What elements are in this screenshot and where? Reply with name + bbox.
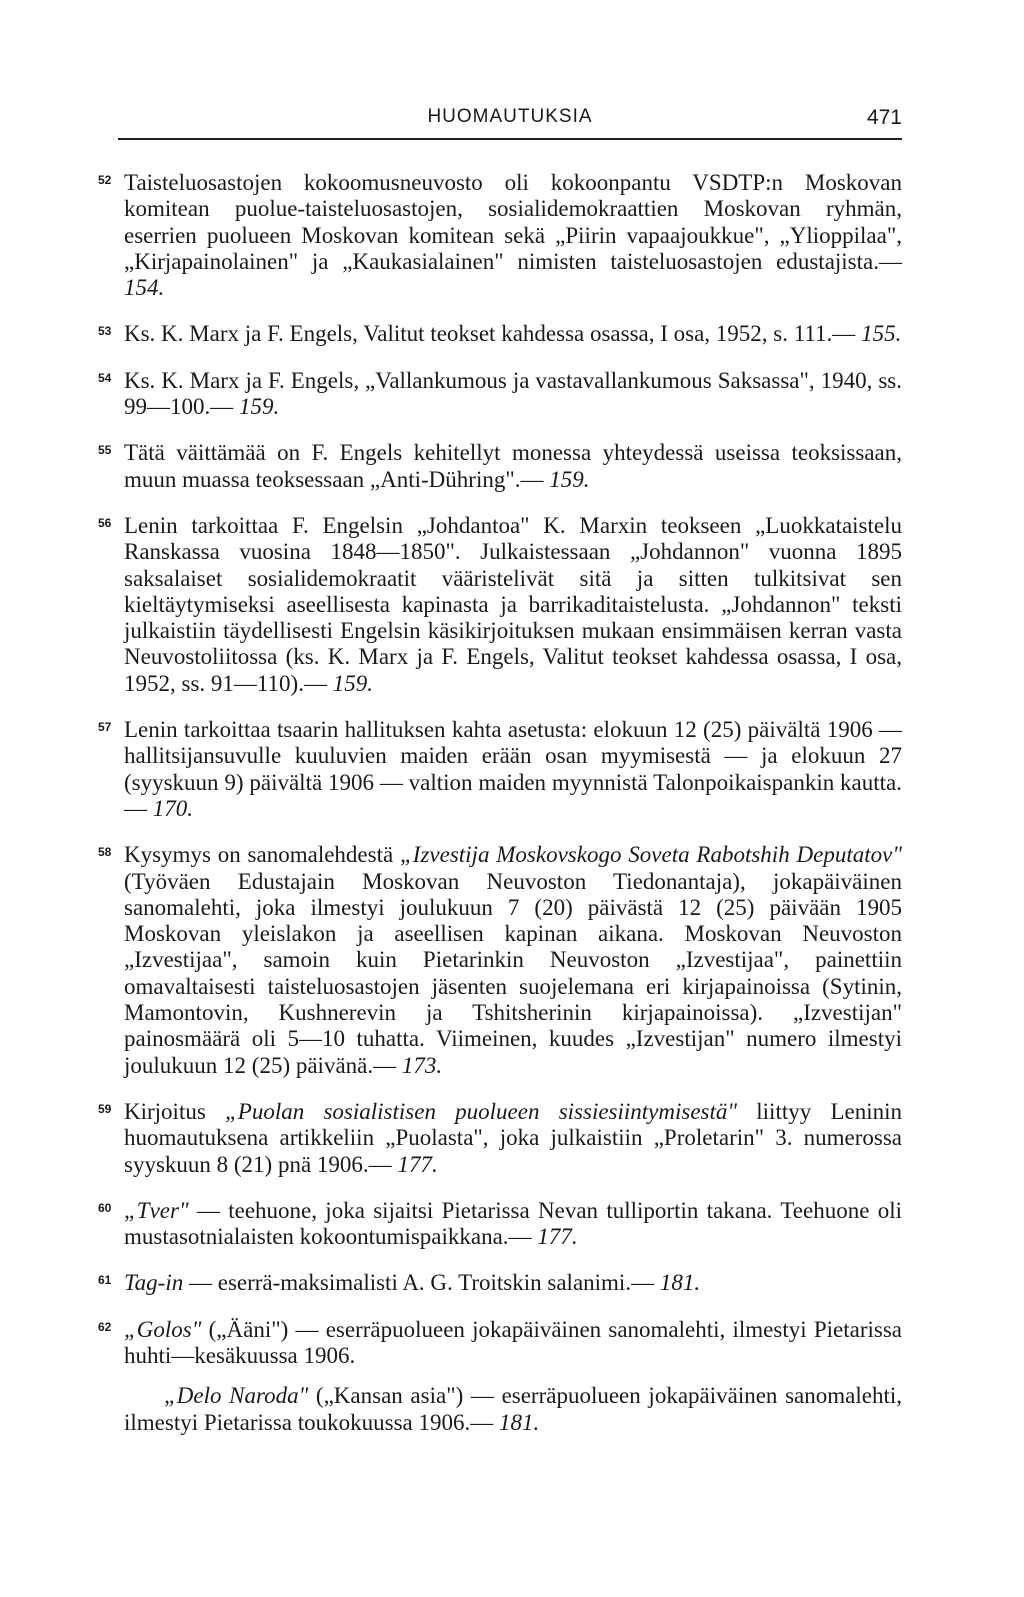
note-text: liittyy Leninin huomautuksena artikkeliin „Puolasta", joka julkaistiin „Proletarin" 3. numerossa syyskuun 8 (21) pnä 1906.— bbox=[124, 1098, 902, 1177]
footnote-number: 52 bbox=[98, 173, 112, 187]
note-text: Lenin tarkoittaa F. Engelsin „Johdantoa" K. Marxin teokseen „Luokkataistelu Ranskassa vuosina 1848—1850". Julkaistessaan „Johdannon" vuonna 1895 saksalaiset sosialidemokraatit vääristelivät sitä ja sitten tulkitsivat sen kieltäytymiseksi aseellisesta kapinasta ja barrikaditaistelusta. „Johdannon" teksti julkaistiin täydellisesti Engelsin käsikirjoituksen mukaan ensimmäisen kerran vasta Neuvostoliitossa (ks. K. Marx ja F. Engels, Valitut teokset kahdessa osassa, I osa, 1952, ss. 91—110).— bbox=[124, 512, 902, 696]
footnote-56 bbox=[98, 512, 902, 697]
footnote-54 bbox=[98, 367, 902, 421]
note-text: Ks. K. Marx ja F. Engels, Valitut teokset kahdessa osassa, I osa, 1952, s. 111.— bbox=[124, 321, 862, 347]
page-header bbox=[118, 98, 902, 140]
footnote-61 bbox=[98, 1270, 902, 1296]
italic-text: „Delo Naroda" bbox=[164, 1383, 309, 1409]
footnote-number: 62 bbox=[98, 1319, 112, 1334]
footnote-number: 59 bbox=[98, 1101, 112, 1116]
notes-list bbox=[98, 170, 902, 1436]
italic-text: 159. bbox=[549, 466, 590, 492]
note-text: Kirjoitus bbox=[124, 1098, 226, 1124]
italic-text: 159. bbox=[332, 670, 373, 696]
footnote-number: 53 bbox=[98, 324, 112, 339]
italic-text: 159. bbox=[239, 394, 280, 420]
italic-text: „Puolan sosialistisen puolueen sissiesiintymisestä" bbox=[225, 1098, 738, 1124]
footnote-62 bbox=[98, 1316, 902, 1370]
note-text: Kysymys on sanomalehdestä bbox=[124, 842, 400, 868]
footnote-58 bbox=[98, 842, 902, 1079]
footnote-57 bbox=[98, 717, 902, 822]
footnote-60 bbox=[98, 1197, 902, 1251]
note-text: Tätä väittämää on F. Engels kehitellyt monessa yhteydessä useissa teoksissaan, muun muassa teoksessaan „Anti-Dühring".— bbox=[124, 440, 902, 492]
italic-text: 177. bbox=[397, 1151, 438, 1177]
footnote-number: 60 bbox=[98, 1200, 112, 1215]
page-number: 471 bbox=[866, 106, 902, 129]
italic-text: 177. bbox=[537, 1224, 578, 1250]
note-text: Taisteluosastojen kokoomusneuvosto oli kokoonpantu VSDTP:n Moskovan komitean puolue-taisteluosastojen, sosialidemokraattien Moskovan ryhmän, eserrien puolueen Moskovan komitean sekä „Piirin vapaajoukkue", „Ylioppilaa", „Kirjapainolainen" ja „Kaukasialainen" nimisten taisteluosastojen edustajista.— bbox=[124, 170, 902, 274]
note-text: — teehuone, joka sijaitsi Pietarissa Nevan tulliportin takana. Teehuone oli mustasotnialaisten kokoontumispaikkana.— bbox=[124, 1197, 902, 1250]
footnote-52 bbox=[98, 170, 902, 301]
footnote-number: 57 bbox=[98, 720, 112, 735]
note-text: — eserrä-maksimalisti A. G. Troitskin salanimi.— bbox=[183, 1270, 660, 1296]
italic-text: „Tver" bbox=[124, 1197, 189, 1223]
footnote-number: 55 bbox=[98, 443, 112, 458]
footnote-number: 58 bbox=[98, 845, 112, 860]
italic-text: „Golos" bbox=[124, 1316, 202, 1342]
italic-text: 181. bbox=[499, 1409, 540, 1435]
italic-text: „Izvestija Moskovskogo Soveta Rabotshih Deputatov" bbox=[400, 842, 902, 868]
footnote-59 bbox=[98, 1098, 902, 1178]
footnote-cont-11 bbox=[118, 1383, 902, 1436]
note-text: Ks. K. Marx ja F. Engels, „Vallankumous ja vastavallankumous Saksassa", 1940, ss. 99—100.— bbox=[124, 367, 902, 420]
italic-text: 155. bbox=[861, 321, 902, 347]
footnote-53 bbox=[98, 321, 902, 347]
italic-text: 173. bbox=[401, 1052, 443, 1078]
note-text: („Kansan asia") — eserräpuolueen jokapäiväinen sanomalehti, ilmestyi Pietarissa toukokuussa 1906.— bbox=[124, 1383, 902, 1435]
footnote-number: 54 bbox=[98, 370, 112, 385]
note-text: (Työväen Edustajain Moskovan Neuvoston Tiedonantaja), jokapäiväinen sanomalehti, joka ilmestyi joulukuun 7 (20) päivästä 12 (25) päivään 1905 Moskovan yleislakon ja aseellisen kapinan aikana. Moskovan Neuvoston „Izvestijaa", samoin kuin Pietarinkin Neuvoston „Izvestijaa", painettiin omavaltaisesti taisteluosastojen jäsenten suojelemana eri kirjapainoissa (Sytinin, Mamontovin, Kushnerevin ja Tshitsherinin kirjapainoissa). „Izvestijan" painosmäärä oli 5—10 tuhatta. Viimeinen, kuudes „Izvestijan" numero ilmestyi joulukuun 12 (25) päivänä.— bbox=[124, 868, 902, 1078]
italic-text: 181. bbox=[659, 1270, 701, 1296]
italic-text: Tag-in bbox=[124, 1270, 184, 1296]
italic-text: 154. bbox=[124, 275, 165, 301]
footnote-number: 61 bbox=[98, 1273, 112, 1288]
note-text: Lenin tarkoittaa tsaarin hallituksen kahta asetusta: elokuun 12 (25) päivältä 1906 — hallitsijansuvulle kuuluvien maiden erään osan myymisestä — ja elokuun 27 (syyskuun 9) päivältä 1906 — valtion maiden myynnistä Talonpoikaispankin kautta.— bbox=[124, 717, 902, 821]
footnote-55 bbox=[98, 440, 902, 493]
note-text: („Ääni") — eserräpuolueen jokapäiväinen sanomalehti, ilmestyi Pietarissa huhti—kesäkuussa 1906. bbox=[124, 1316, 902, 1368]
footnote-number: 56 bbox=[98, 515, 112, 530]
document-page bbox=[98, 98, 902, 1456]
running-title: HUOMAUTUKSIA bbox=[427, 106, 593, 127]
italic-text: 170. bbox=[152, 795, 193, 821]
